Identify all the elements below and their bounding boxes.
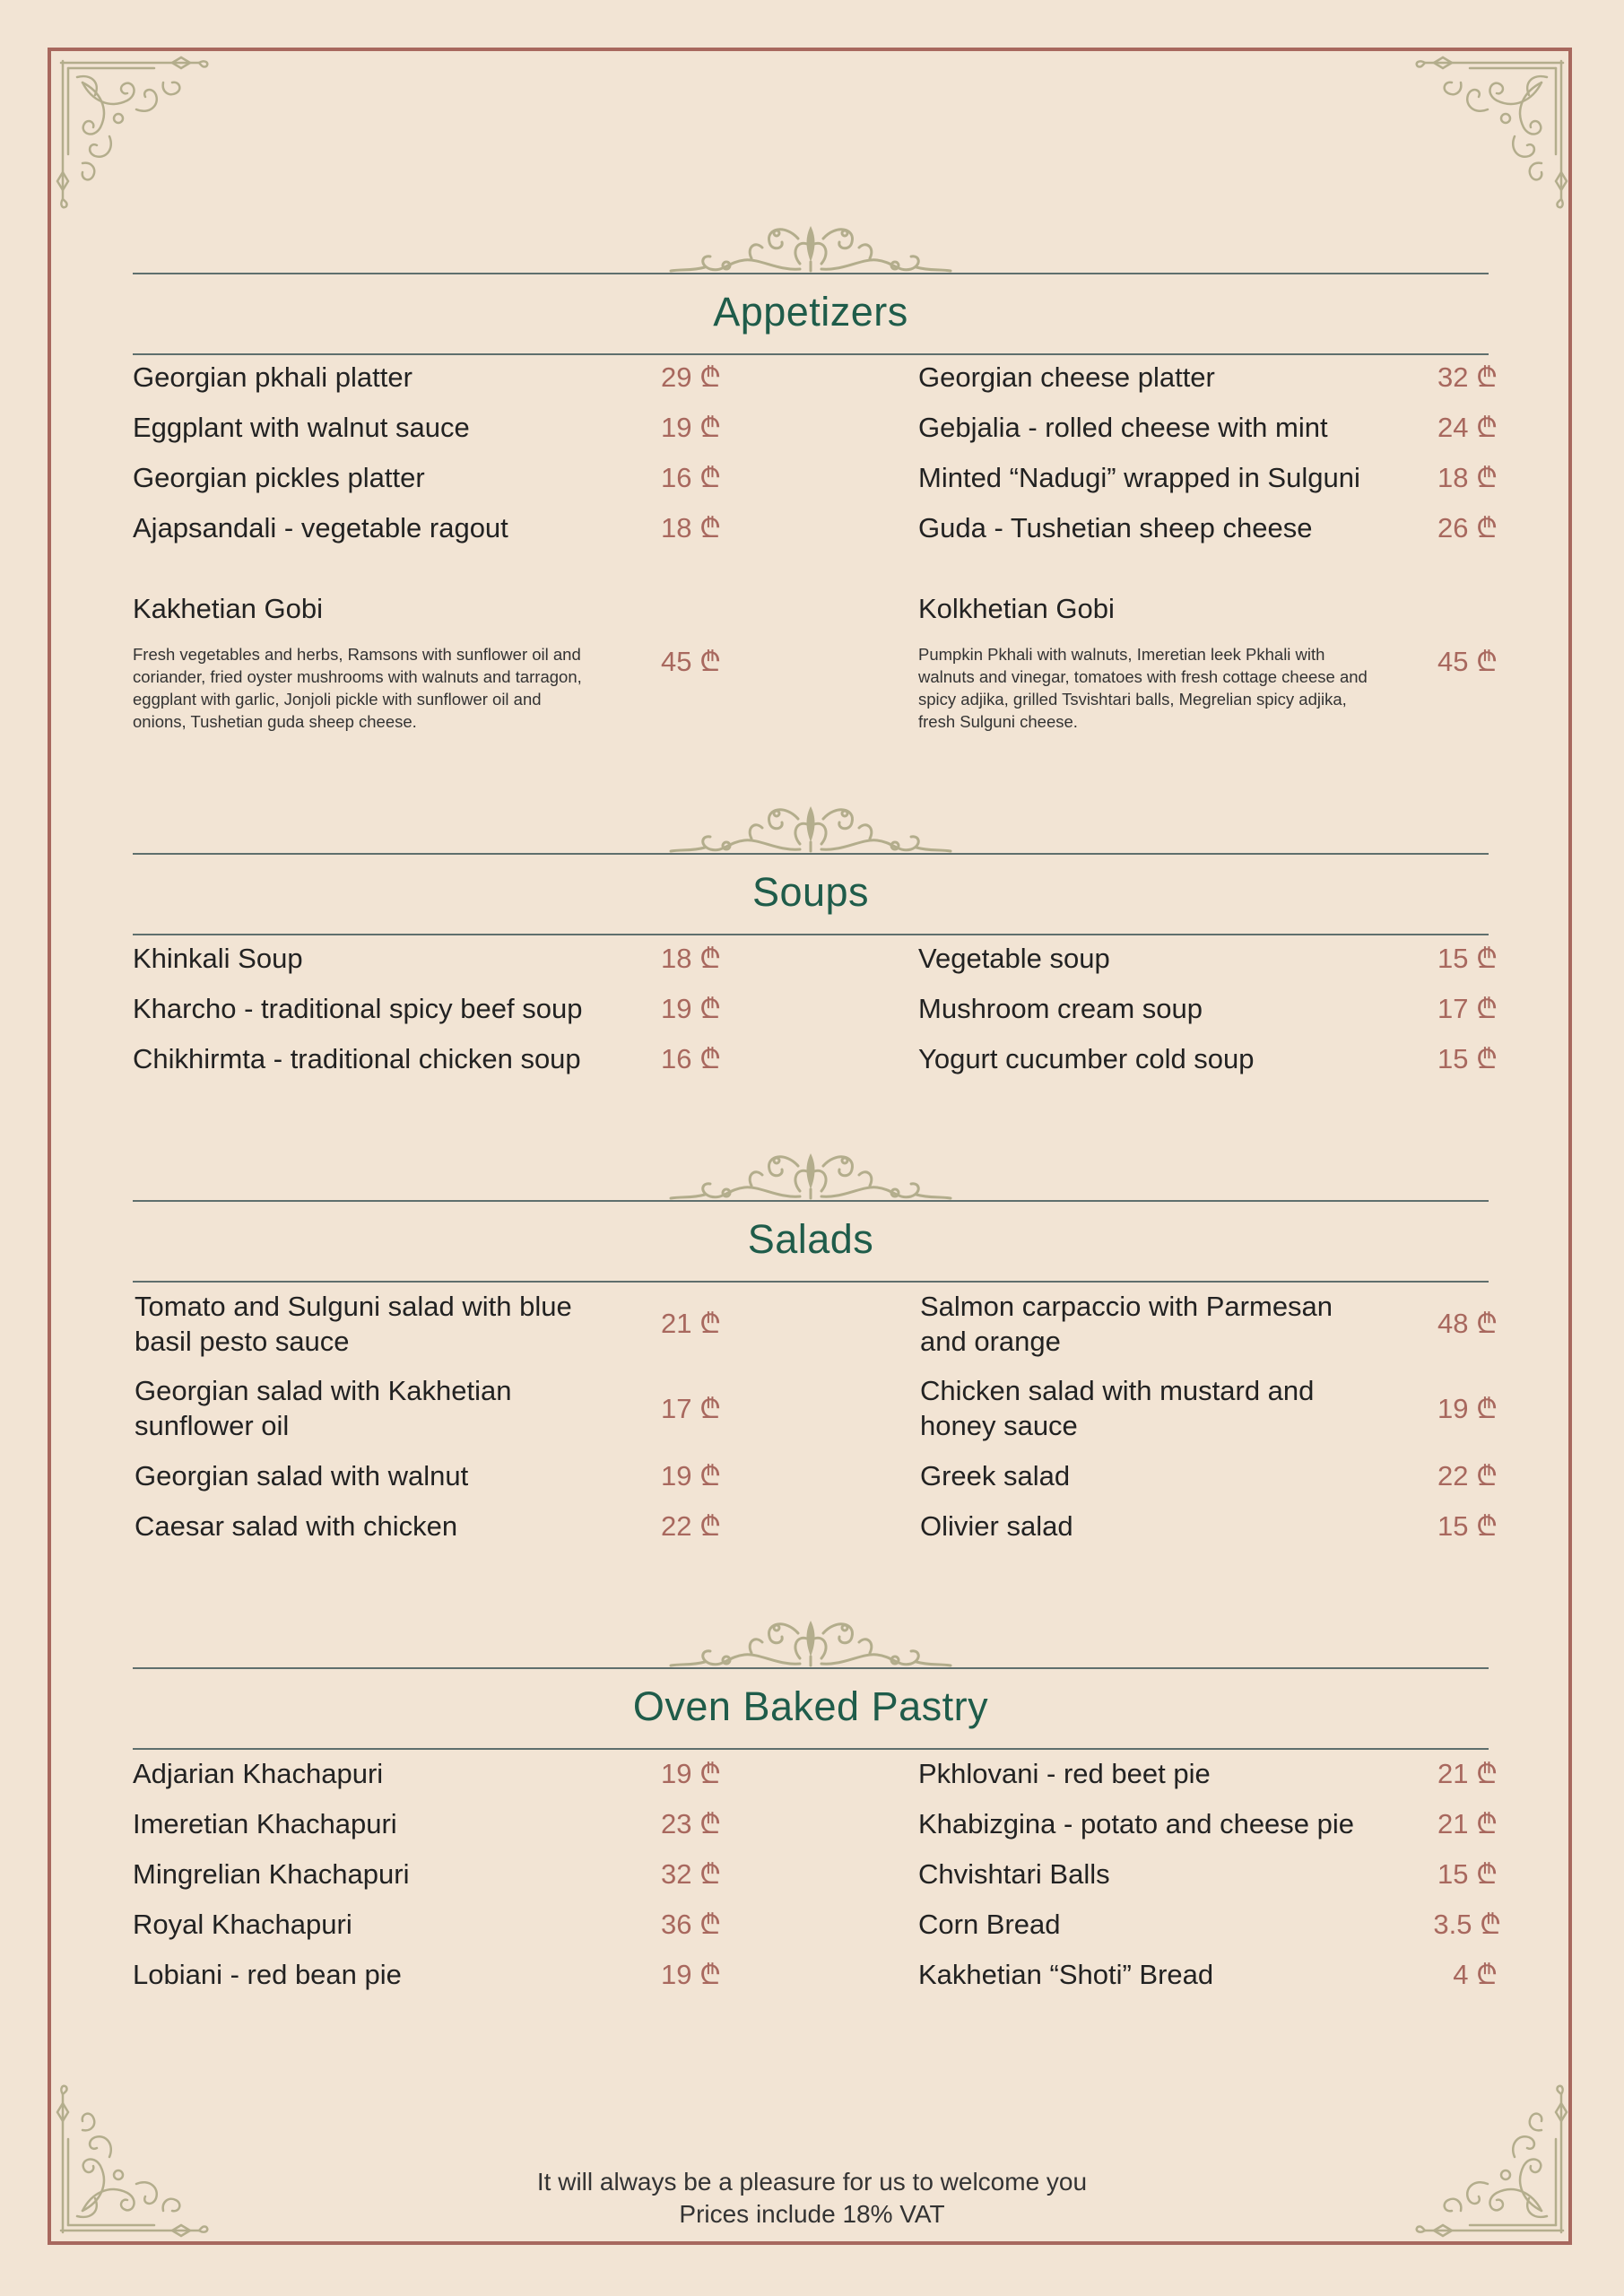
menu-item-name: Khabizgina - potato and cheese pie [918,1808,1355,1839]
menu-item-price: 16 ₾ [661,462,721,493]
menu-item-price: 22 ₾ [661,1510,721,1542]
menu-item-name: Georgian pickles platter [133,462,425,493]
menu-item-price: 45 ₾ [661,646,721,677]
menu-item-name: Chvishtari Balls [918,1858,1110,1890]
section-header-soups [133,797,1489,968]
menu-item-name: Salmon carpaccio with Parmesan and orange [920,1291,1333,1357]
menu-item-name: Vegetable soup [918,943,1110,974]
menu-item-name: Eggplant with walnut sauce [133,412,470,443]
menu-item-name: Khinkali Soup [133,943,303,974]
menu-item-name: Corn Bread [918,1909,1061,1940]
menu-item-price: 22 ₾ [1437,1460,1498,1492]
menu-item-price: 19 ₾ [661,1460,721,1492]
menu-item-name: Greek salad [920,1460,1071,1492]
menu-item-name: Chikhirmta - traditional chicken soup [133,1043,581,1074]
menu-item-price: 15 ₾ [1437,1043,1498,1074]
menu-item-price: 45 ₾ [1437,646,1498,677]
menu-item-name: Caesar salad with chicken [135,1510,458,1542]
ornament-divider-icon [665,1144,956,1202]
menu-item-name: Chicken salad with mustard and honey sauce [920,1375,1315,1441]
menu-item-price: 19 ₾ [661,993,721,1024]
platter-description: Pumpkin Pkhali with walnuts, Imeretian leek Pkhali with walnuts and vinegar, tomatoes with fresh cottage cheese and spicy adjika, grilled Tsvishtari balls, Megrelian spicy adjika, fresh Sulguni cheese. [918,645,1368,731]
ornament-divider-icon [665,1612,956,1669]
divider-line [133,1200,1489,1202]
menu-item-price: 19 ₾ [661,412,721,443]
menu-item-name: Mushroom cream soup [918,993,1203,1024]
platter-name: Kolkhetian Gobi [918,593,1115,624]
menu-item-price: 4 ₾ [1453,1959,1498,1990]
menu-item-name: Georgian salad with walnut [135,1460,469,1492]
menu-item-name: Yogurt cucumber cold soup [918,1043,1255,1074]
divider-line [133,353,1489,355]
menu-item-name: Kakhetian “Shoti” Bread [918,1959,1214,1990]
menu-item-name: Lobiani - red bean pie [133,1959,402,1990]
menu-item-price: 18 ₾ [661,512,721,544]
divider-line [133,853,1489,855]
menu-item-name: Imeretian Khachapuri [133,1808,397,1839]
menu-item-name: Gebjalia - rolled cheese with mint [918,412,1328,443]
section-title: Appetizers [713,289,908,335]
platter-name: Kakhetian Gobi [133,593,323,624]
menu-item-name: Olivier salad [920,1510,1073,1542]
platter-description: Fresh vegetables and herbs, Ramsons with sunflower oil and coriander, fried oyster mushrooms with walnuts and tarragon, eggplant with garlic, Jonjoli pickle with sunflower oil and onions, Tushetian guda sheep cheese. [133,645,582,731]
divider-line [133,934,1489,935]
corner-flourish-top-right-icon [1411,56,1568,213]
menu-item-price: 15 ₾ [1437,1510,1498,1542]
menu-item-price: 19 ₾ [661,1959,721,1990]
ornament-divider-icon [665,797,956,855]
menu-item-name: Adjarian Khachapuri [133,1758,384,1789]
menu-item-price: 32 ₾ [661,1858,721,1890]
section-title: Salads [747,1216,874,1262]
menu-item-price: 15 ₾ [1437,943,1498,974]
menu-item-price: 16 ₾ [661,1043,721,1074]
menu-item-name: Minted “Nadugi” wrapped in Sulguni [918,462,1360,493]
ornament-divider-icon [665,217,956,274]
menu-item-price: 3.5 ₾ [1433,1909,1501,1940]
menu-item-name: Kharcho - traditional spicy beef soup [133,993,583,1024]
menu-item-price: 24 ₾ [1437,412,1498,443]
footer-vat-note: Prices include 18% VAT [679,2200,945,2228]
menu-item-price: 15 ₾ [1437,1858,1498,1890]
menu-item-name: Mingrelian Khachapuri [133,1858,410,1890]
menu-item-price: 26 ₾ [1437,512,1498,544]
section-title: Oven Baked Pastry [632,1683,989,1729]
menu-item-name: Georgian pkhali platter [133,361,413,393]
menu-item-name: Pkhlovani - red beet pie [918,1758,1211,1789]
menu-item-name: Guda - Tushetian sheep cheese [918,512,1313,544]
menu-item-price: 36 ₾ [661,1909,721,1940]
menu-item-price: 23 ₾ [661,1808,721,1839]
menu-item-price: 19 ₾ [1437,1393,1498,1424]
divider-line [133,1667,1489,1669]
menu-item-price: 29 ₾ [661,361,721,393]
footer-welcome-text: It will always be a pleasure for us to welcome you [536,2168,1088,2196]
menu-item-price: 17 ₾ [661,1393,721,1424]
divider-line [133,273,1489,274]
menu-item-price: 48 ₾ [1437,1308,1498,1339]
menu-item-price: 21 ₾ [661,1308,721,1339]
menu-item-price: 19 ₾ [661,1758,721,1789]
menu-item-price: 21 ₾ [1437,1758,1498,1789]
menu-item-name: Georgian salad with Kakhetian sunflower oil [135,1375,512,1441]
menu-item-name: Georgian cheese platter [918,361,1215,393]
section-title: Soups [751,869,870,915]
menu-item-price: 18 ₾ [1437,462,1498,493]
menu-item-price: 18 ₾ [661,943,721,974]
menu-item-price: 32 ₾ [1437,361,1498,393]
corner-flourish-top-left-icon [56,56,213,213]
menu-item-price: 17 ₾ [1437,993,1498,1024]
menu-item-name: Royal Khachapuri [133,1909,352,1940]
divider-line [133,1748,1489,1750]
divider-line [133,1281,1489,1283]
menu-item-name: Ajapsandali - vegetable ragout [133,512,508,544]
menu-item-price: 21 ₾ [1437,1808,1498,1839]
menu-item-name: Tomato and Sulguni salad with blue basil pesto sauce [135,1291,572,1357]
